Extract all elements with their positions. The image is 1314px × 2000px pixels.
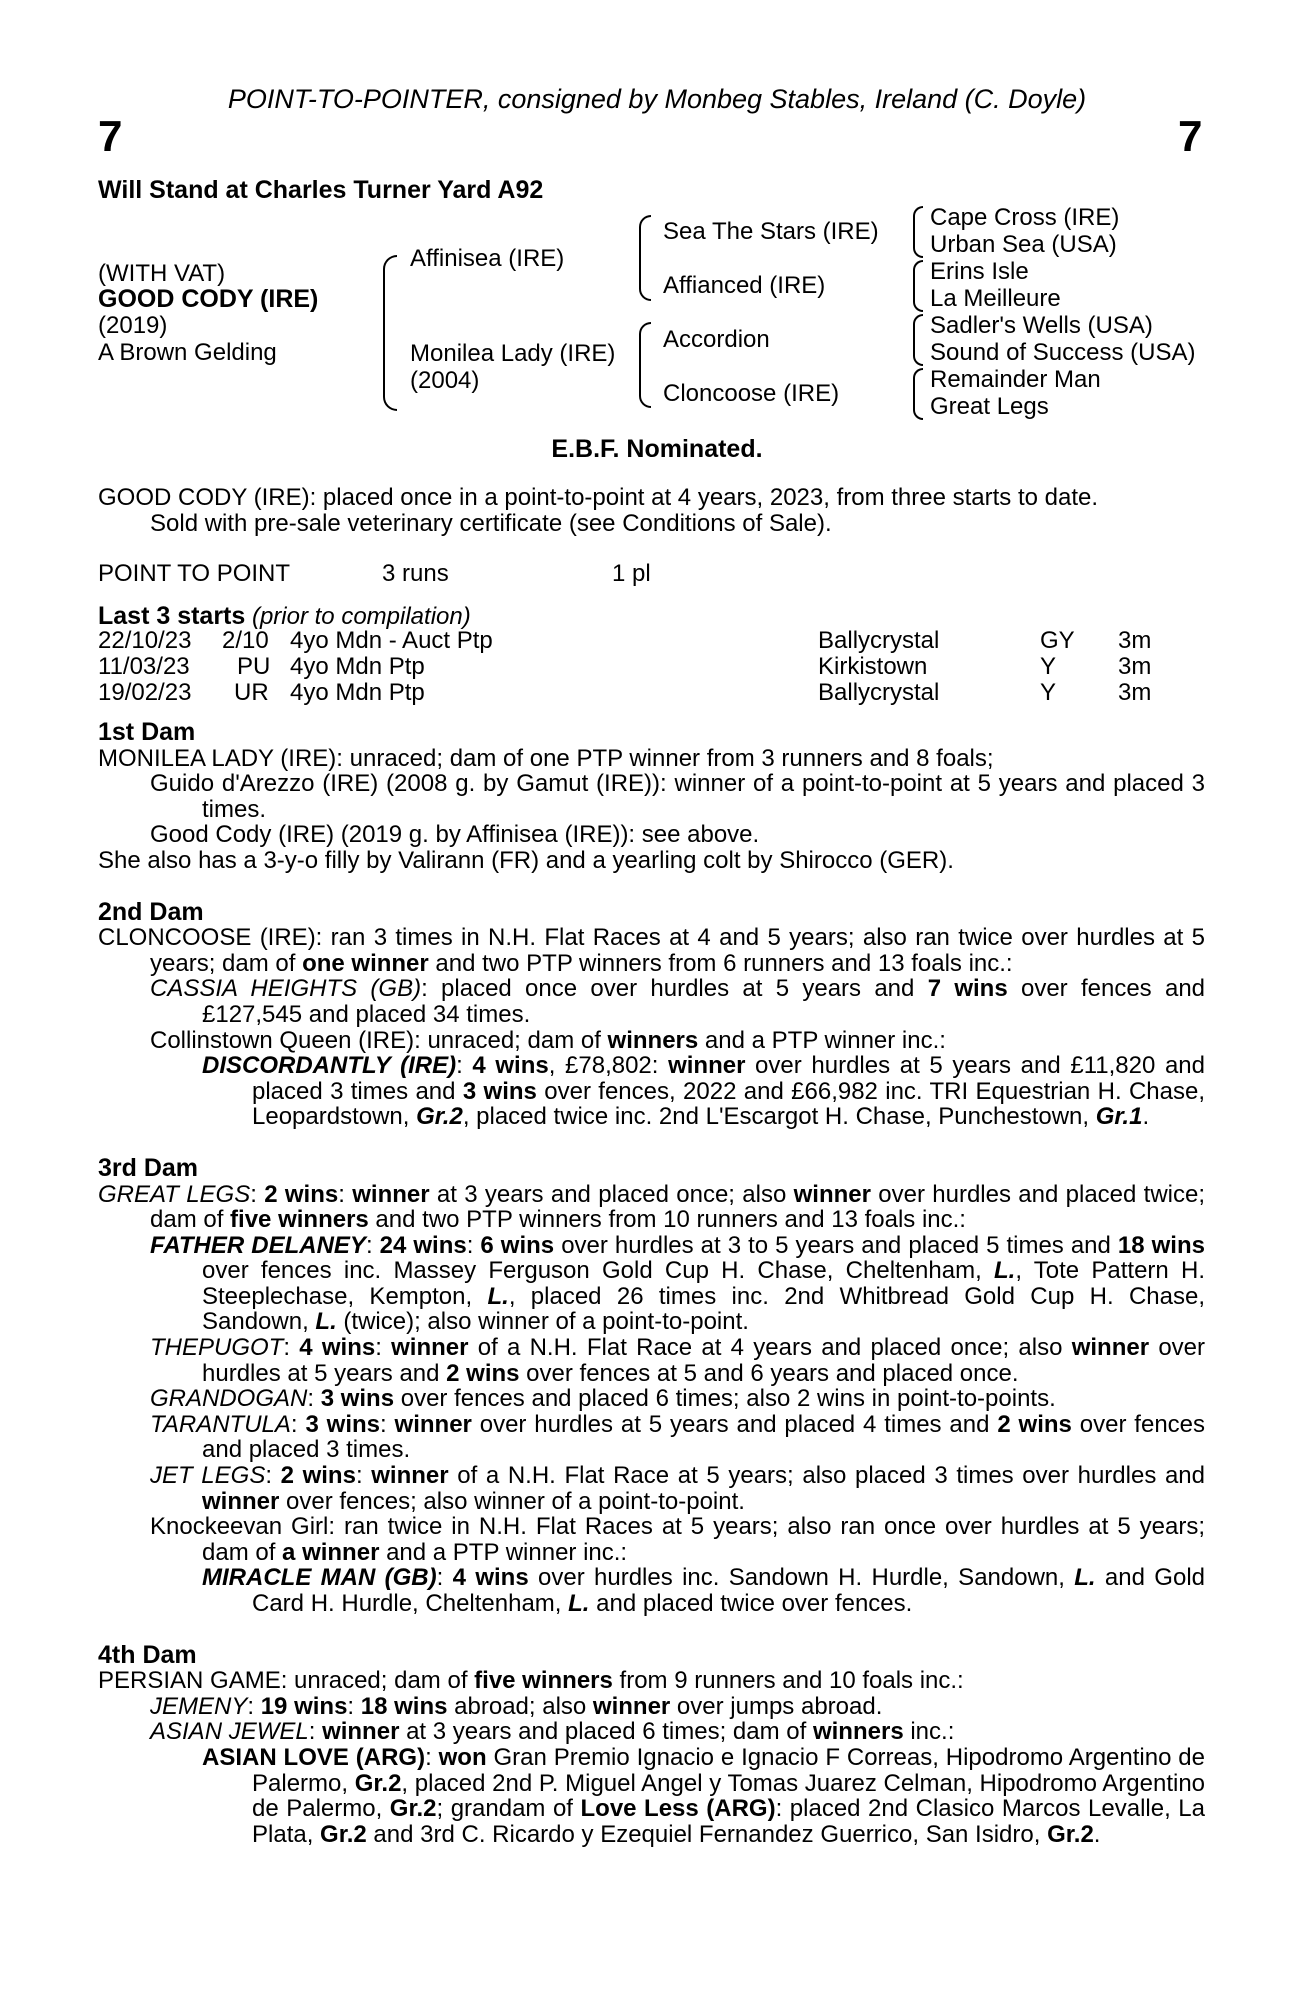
start-race: 4yo Mdn - Auct Ptp: [290, 627, 493, 654]
dam2-heading: 2nd Dam: [98, 897, 204, 926]
dam4-heading: 4th Dam: [98, 1640, 197, 1669]
dam4-produce: JEMENY: 19 wins: 18 wins abroad; also winner over jumps abroad.: [150, 1692, 883, 1720]
pedigree-sire-sire: Sea The Stars (IRE): [663, 218, 879, 245]
pedigree-dam: Monilea Lady (IRE): [410, 340, 616, 367]
pedigree-brace-ss: [913, 206, 923, 258]
pedigree-sire: Affinisea (IRE): [410, 245, 565, 272]
start-date: 22/10/23: [98, 627, 192, 654]
pedigree-dam-dam: Cloncoose (IRE): [663, 380, 840, 407]
dam1-para: MONILEA LADY (IRE): unraced; dam of one PTP winner from 3 runners and 8 foals;: [98, 744, 994, 772]
dam3-produce: FATHER DELANEY: 24 wins: 6 wins over hurdles at 3 to 5 years and placed 5 times and 18 wins over fences inc. Massey Ferguson Gold Cup H. Chase, Cheltenham, L., Tote Pattern H. Steeplechase, Kempton, L., placed 26 times inc. 2nd Whitbread Gold Cup H. Chase, Sandown, L. (twice); also winner of a point-to-point.: [150, 1231, 1205, 1336]
starts-title: Last 3 starts: [98, 602, 246, 630]
pedigree-brace-sd: [913, 260, 923, 312]
foaling-year: (2019): [98, 312, 168, 339]
dams-section: [98, 720, 1205, 1847]
dam3-para: GREAT LEGS: 2 wins: winner at 3 years and placed once; also winner over hurdles and placed twice; dam of five winners and two PTP winners from 10 runners and 13 foals inc.:: [98, 1180, 1206, 1234]
pedigree-brace-main: [383, 255, 397, 411]
vat-note: (WITH VAT): [98, 260, 226, 287]
dam3-heading: 3rd Dam: [98, 1153, 199, 1182]
summary-line-2: Sold with pre-sale veterinary certificate (see Conditions of Sale).: [150, 510, 832, 537]
dam3-produce: GRANDOGAN: 3 wins over fences and placed 6 times; also 2 wins in point-to-points.: [150, 1385, 1056, 1413]
record-runs: 3 runs: [382, 560, 449, 587]
pedigree-dam-year: (2004): [410, 367, 480, 394]
start-going: GY: [1040, 627, 1075, 654]
dam4-para: PERSIAN GAME: unraced; dam of five winners from 9 runners and 10 foals inc.:: [98, 1667, 964, 1695]
pedigree-sdd: La Meilleure: [930, 285, 1061, 312]
start-going: Y: [1040, 653, 1057, 680]
start-position: UR: [234, 679, 269, 706]
start-date: 19/02/23: [98, 679, 192, 706]
pedigree-dds: Remainder Man: [930, 366, 1101, 393]
start-race: 4yo Mdn Ptp: [290, 679, 425, 706]
start-position: PU: [237, 653, 271, 680]
dam3-produce: Knockeevan Girl: ran twice in N.H. Flat Races at 5 years; also ran once over hurdles at 5 years; dam of a winner and a PTP winner inc.:: [150, 1513, 1205, 1566]
dam4-grandproduce: ASIAN LOVE (ARG): won Gran Premio Ignacio e Ignacio F Correas, Hipodromo Argentino de Palermo, Gr.2, placed 2nd P. Miguel Angel y Tomas Juarez Celman, Hipodromo Argentino de Palermo, Gr.2; grandam of Love Less (ARG): placed 2nd Clasico Marcos Levalle, La Plata, Gr.2 and 3rd C. Ricardo y Ezequiel Fernandez Guerrico, San Isidro, Gr.2.: [202, 1743, 1206, 1848]
start-course: Kirkistown: [818, 653, 928, 680]
dam1-produce: Good Cody (IRE) (2019 g. by Affinisea (IRE)): see above.: [150, 821, 760, 849]
pedigree-sire-dam: Affianced (IRE): [663, 272, 826, 299]
dam4-produce: ASIAN JEWEL: winner at 3 years and placed 6 times; dam of winners inc.:: [150, 1718, 955, 1746]
starts-note: (prior to compilation): [251, 603, 471, 630]
dam1-note: She also has a 3-y-o filly by Valirann (FR) and a yearling colt by Shirocco (GER).: [98, 846, 954, 874]
pedigree-dss: Sadler's Wells (USA): [930, 312, 1153, 339]
start-distance: 3m: [1118, 679, 1152, 706]
pedigree-brace-dam: [639, 322, 651, 408]
pedigree-sss: Cape Cross (IRE): [930, 204, 1120, 231]
dam2-para: CLONCOOSE (IRE): ran 3 times in N.H. Flat Races at 4 and 5 years; also ran twice over hurdles at 5 years; dam of one winner and two PTP winners from 6 runners and 13 foals inc.:: [98, 924, 1205, 977]
start-date: 11/03/23: [98, 653, 190, 680]
dam3-produce: THEPUGOT: 4 wins: winner of a N.H. Flat Race at 4 years and placed once; also winner over hurdles at 5 years and 2 wins over fences at 5 and 6 years and placed once.: [150, 1334, 1206, 1387]
dam2-produce: Collinstown Queen (IRE): unraced; dam of winners and a PTP winner inc.:: [150, 1026, 946, 1054]
start-distance: 3m: [1118, 627, 1152, 654]
dam2-grandproduce: DISCORDANTLY (IRE): 4 wins, £78,802: winner over hurdles at 5 years and £11,820 and placed 3 times and 3 wins over fences, 2022 and £66,982 inc. TRI Equestrian H. Chase, Leopardstown, Gr.2, placed twice inc. 2nd L'Escargot H. Chase, Punchestown, Gr.1.: [202, 1052, 1206, 1131]
dam3-grandproduce: MIRACLE MAN (GB): 4 wins over hurdles inc. Sandown H. Hurdle, Sandown, L. and Gold Card H. Hurdle, Cheltenham, L. and placed twice over fences.: [202, 1564, 1205, 1617]
pedigree-brace-sire: [639, 215, 651, 301]
dam2-produce: CASSIA HEIGHTS (GB): placed once over hurdles at 5 years and 7 wins over fences and £127,545 and placed 34 times.: [150, 975, 1206, 1028]
pedigree-sds: Erins Isle: [930, 258, 1029, 285]
lot-number-right: 7: [1178, 112, 1203, 161]
pedigree-dsd: Sound of Success (USA): [930, 339, 1196, 366]
dam1-heading: 1st Dam: [98, 718, 196, 746]
dam3-produce: TARANTULA: 3 wins: winner over hurdles at 5 years and placed 4 times and 2 wins over fences and placed 3 times.: [150, 1410, 1206, 1464]
start-going: Y: [1040, 679, 1057, 706]
consignment-header: POINT-TO-POINTER, consigned by Monbeg Stables, Ireland (C. Doyle): [227, 84, 1087, 114]
lot-number-left: 7: [98, 112, 123, 161]
horse-name: GOOD CODY (IRE): [98, 285, 319, 313]
record-label: POINT TO POINT: [98, 560, 291, 587]
start-course: Ballycrystal: [818, 679, 940, 706]
dam1-produce: Guido d'Arezzo (IRE) (2008 g. by Gamut (IRE)): winner of a point-to-point at 5 years and placed 3 times.: [150, 770, 1205, 823]
record-placed: 1 pl: [612, 560, 651, 587]
pedigree-brace-ds: [913, 314, 923, 366]
dam3-produce: JET LEGS: 2 wins: winner of a N.H. Flat Race at 5 years; also placed 3 times over hurdles and winner over fences; also winner of a point-to-point.: [150, 1462, 1205, 1515]
start-distance: 3m: [1118, 653, 1152, 680]
start-course: Ballycrystal: [818, 627, 940, 654]
pedigree-ssd: Urban Sea (USA): [930, 231, 1117, 258]
start-position: 2/10: [222, 627, 269, 654]
pedigree-dam-sire: Accordion: [663, 326, 770, 353]
summary-line-1: GOOD CODY (IRE): placed once in a point-to-point at 4 years, 2023, from three starts to date.: [98, 484, 1099, 511]
pedigree-brace-dd: [913, 368, 923, 420]
pedigree-ddd: Great Legs: [930, 393, 1049, 420]
ebf-nomination: E.B.F. Nominated.: [551, 435, 763, 463]
horse-description: A Brown Gelding: [98, 339, 277, 366]
start-race: 4yo Mdn Ptp: [290, 653, 425, 680]
stand-location: Will Stand at Charles Turner Yard A92: [98, 176, 544, 204]
